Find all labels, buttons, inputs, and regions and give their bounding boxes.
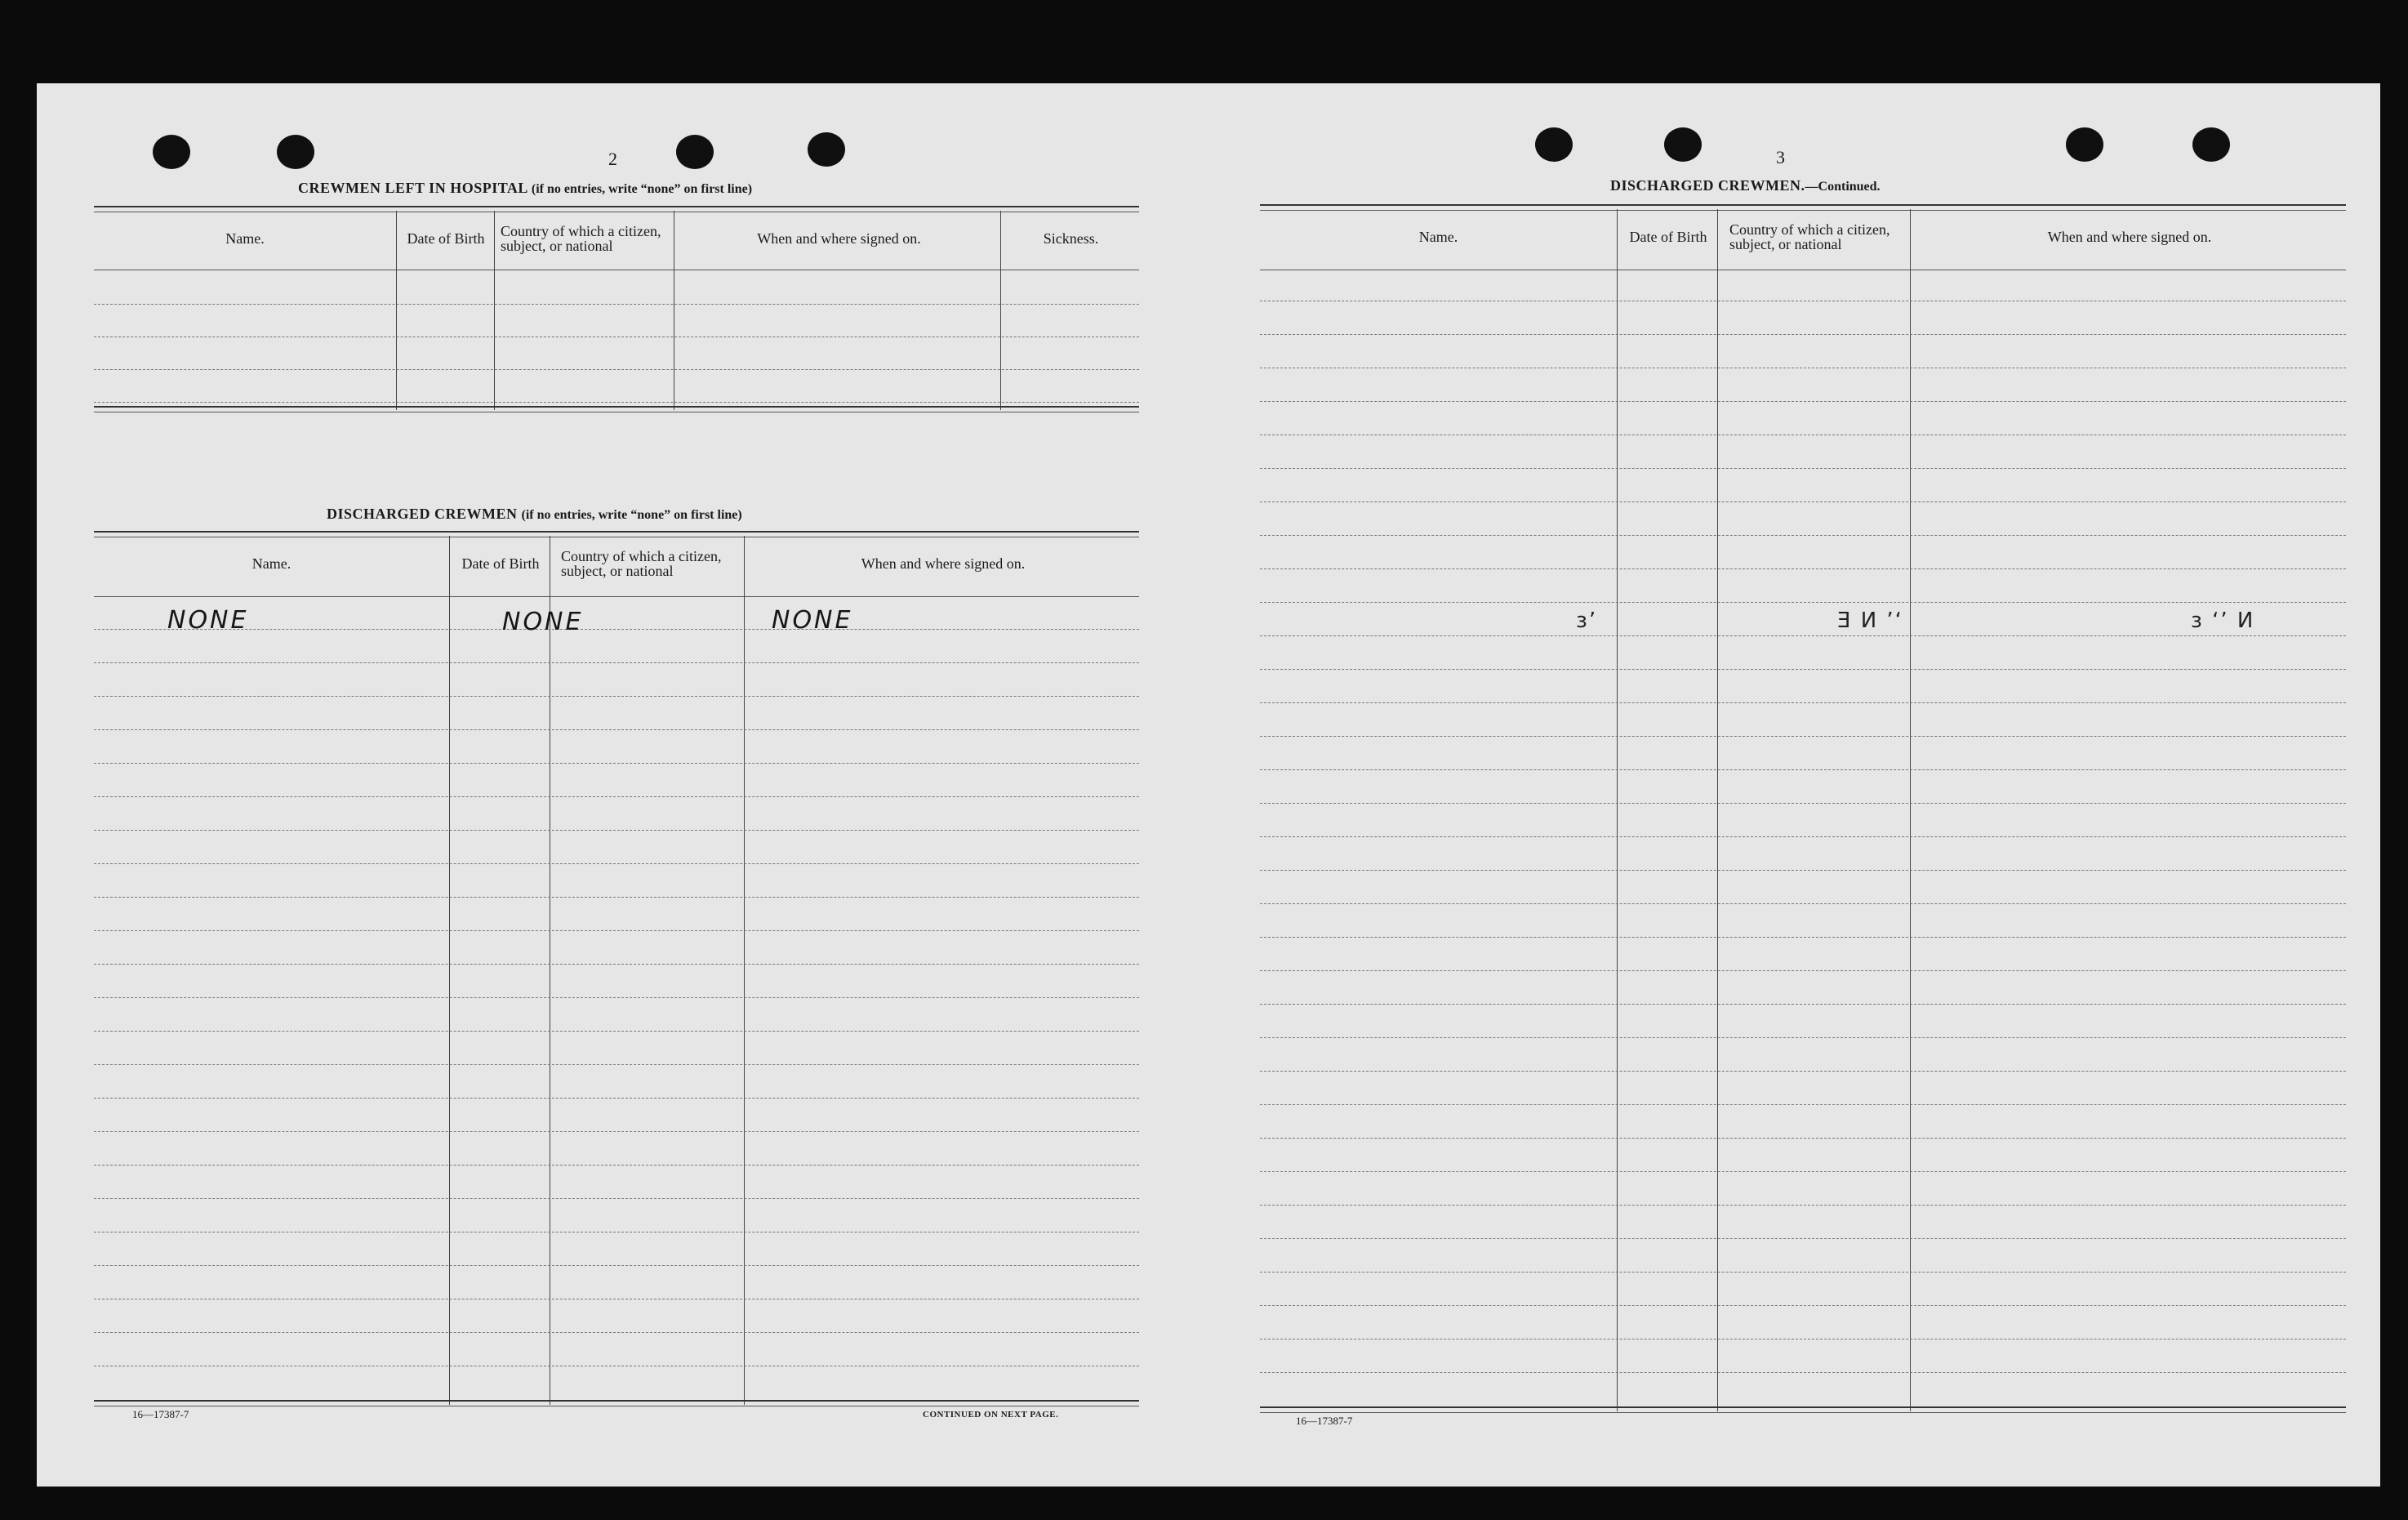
col-header-signed-on: When and where signed on. — [2047, 229, 2212, 245]
table-top-rule — [94, 531, 1139, 537]
row-line — [1260, 635, 2346, 636]
ledger-paper — [37, 83, 2380, 1487]
row-line — [94, 304, 1139, 305]
col-header-name: Name. — [225, 230, 265, 247]
page-number-right: 3 — [1776, 147, 1785, 167]
discharged-section-title — [327, 506, 742, 523]
punch-hole — [676, 135, 714, 169]
discharged-title: DISCHARGED CREWMEN — [327, 506, 518, 522]
row-line — [1260, 1171, 2346, 1172]
row-line — [1260, 803, 2346, 804]
row-line — [1260, 769, 2346, 770]
col-header-date-of-birth: Date of Birth — [407, 230, 485, 247]
row-line — [94, 1098, 1139, 1099]
row-line — [94, 1131, 1139, 1132]
column-rule — [494, 211, 495, 410]
hospital-section-title — [298, 180, 752, 197]
row-line — [1260, 937, 2346, 938]
column-rule — [396, 211, 397, 410]
row-line — [1260, 736, 2346, 737]
table-top-rule — [94, 206, 1139, 212]
discharged-subtitle: (if no entries, write “none” on first line) — [521, 508, 742, 522]
row-line — [1260, 903, 2346, 904]
table-top-rule — [1260, 204, 2346, 211]
row-line — [1260, 702, 2346, 703]
row-line — [1260, 334, 2346, 335]
row-line — [94, 402, 1139, 403]
row-line — [94, 796, 1139, 797]
col-header-date-of-birth: Date of Birth — [1629, 229, 1707, 245]
row-line — [1260, 669, 2346, 670]
continued-subtitle: —Continued. — [1805, 180, 1881, 194]
continued-section-title — [1610, 177, 1881, 194]
col-header-signed-on: When and where signed on. — [861, 555, 1026, 572]
col-header-signed-on: When and where signed on. — [757, 230, 921, 247]
form-number-left: 16—17387-7 — [132, 1408, 189, 1420]
row-line — [94, 369, 1139, 370]
table-bottom-rule — [1260, 1406, 2346, 1413]
row-line — [1260, 1138, 2346, 1139]
punch-hole — [153, 135, 190, 169]
row-line — [94, 964, 1139, 965]
col-header-date-of-birth: Date of Birth — [461, 555, 540, 572]
row-line — [94, 729, 1139, 730]
page-number-left: 2 — [608, 149, 617, 169]
col-header-sickness: Sickness. — [1043, 230, 1099, 247]
bleed-mark: Ǝ И ʼ‘ — [1837, 608, 1903, 633]
table-bottom-rule — [94, 406, 1139, 412]
col-header-country: Country of which a citizen, subject, or national — [501, 223, 661, 254]
table-bottom-rule — [94, 1400, 1139, 1406]
col-header-name: Name. — [1418, 229, 1458, 245]
row-line — [1260, 1372, 2346, 1373]
handwritten-signed-on-none: NONE — [772, 606, 853, 635]
row-line — [1260, 1071, 2346, 1072]
column-rule — [1910, 209, 1911, 1411]
column-rule — [1000, 211, 1001, 410]
row-line — [1260, 535, 2346, 536]
row-line — [1260, 501, 2346, 502]
row-line — [94, 662, 1139, 663]
hospital-table — [94, 206, 1139, 410]
row-line — [1260, 1205, 2346, 1206]
row-line — [94, 1165, 1139, 1166]
row-line — [94, 1332, 1139, 1333]
discharged-table-left — [94, 531, 1139, 1405]
col-header-country: Country of which a citizen, subject, or national — [1729, 221, 1890, 252]
row-line — [1260, 836, 2346, 837]
punch-hole — [1535, 127, 1573, 162]
row-line — [94, 997, 1139, 998]
row-line — [94, 763, 1139, 764]
header-divider — [94, 596, 1139, 597]
column-rule — [1617, 209, 1618, 1411]
row-line — [94, 830, 1139, 831]
row-line — [1260, 602, 2346, 603]
row-line — [94, 1198, 1139, 1199]
row-line — [1260, 1104, 2346, 1105]
punch-hole — [2192, 127, 2230, 162]
row-line — [1260, 1004, 2346, 1005]
bleed-mark: зʼ — [1576, 608, 1598, 633]
col-header-name: Name. — [251, 555, 292, 572]
form-number-right: 16—17387-7 — [1296, 1415, 1353, 1427]
row-line — [94, 930, 1139, 931]
row-line — [94, 1031, 1139, 1032]
punch-hole — [1664, 127, 1702, 162]
row-line — [1260, 568, 2346, 569]
discharged-table-right — [1260, 204, 2346, 1411]
row-line — [94, 629, 1139, 630]
row-line — [94, 863, 1139, 864]
row-line — [1260, 1238, 2346, 1239]
continued-note: CONTINUED ON NEXT PAGE. — [923, 1410, 1059, 1420]
punch-hole — [277, 135, 314, 169]
row-line — [1260, 970, 2346, 971]
handwritten-birth-country-none: NONE — [502, 608, 584, 636]
column-rule — [1717, 209, 1718, 1411]
row-line — [94, 1265, 1139, 1266]
continued-title: DISCHARGED CREWMEN. — [1610, 177, 1805, 194]
col-header-country: Country of which a citizen, subject, or national — [561, 548, 722, 579]
punch-hole — [808, 132, 845, 167]
handwritten-name-none: NONE — [167, 606, 249, 635]
row-line — [94, 696, 1139, 697]
row-line — [94, 897, 1139, 898]
row-line — [1260, 468, 2346, 469]
row-line — [1260, 870, 2346, 871]
hospital-title: CREWMEN LEFT IN HOSPITAL — [298, 180, 527, 196]
hospital-subtitle: (if no entries, write “none” on first line) — [531, 182, 753, 196]
column-rule — [744, 536, 745, 1405]
row-line — [94, 1064, 1139, 1065]
row-line — [1260, 1037, 2346, 1038]
punch-hole — [2066, 127, 2103, 162]
column-rule — [449, 536, 450, 1405]
row-line — [1260, 1272, 2346, 1273]
row-line — [1260, 1305, 2346, 1306]
bleed-mark: з ‘ʼ И — [2191, 608, 2255, 633]
row-line — [1260, 401, 2346, 402]
